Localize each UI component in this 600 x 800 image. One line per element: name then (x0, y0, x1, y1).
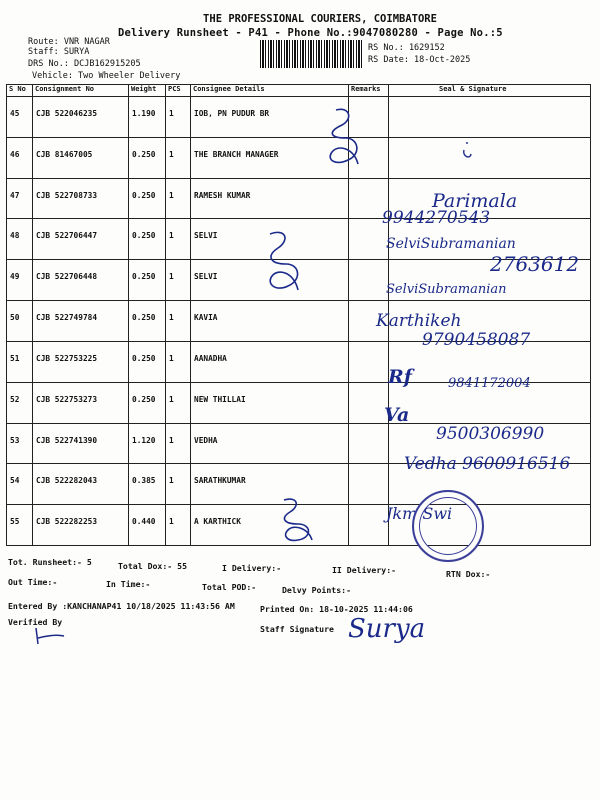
handwritten-name: SelviSubramanian (386, 236, 516, 252)
handwritten-name-phone: Vedha 9600916516 (404, 454, 571, 474)
cell-consignment: CJB 522046235 (33, 97, 129, 138)
company-title: THE PROFESSIONAL COURIERS, COIMBATORE (203, 13, 437, 25)
route-label: Route: VNR NAGAR (28, 37, 110, 47)
handwritten-name: Parimala (432, 190, 518, 212)
cell-consignee: THE BRANCH MANAGER (191, 137, 349, 178)
cell-sno: 49 (7, 260, 33, 301)
col-header-weight: Weight (129, 85, 166, 97)
handwritten-tick-mark (460, 140, 474, 162)
cell-weight: 0.440 (129, 505, 166, 546)
cell-consignment: CJB 522749784 (33, 301, 129, 342)
cell-sno: 55 (7, 505, 33, 546)
cell-consignment: CJB 522741390 (33, 423, 129, 464)
cell-pcs: 1 (166, 464, 191, 505)
cell-consignee: AANADHA (191, 341, 349, 382)
company-seal-stamp (412, 490, 484, 562)
cell-consignment: CJB 522282253 (33, 505, 129, 546)
vehicle-label: Vehicle: Two Wheeler Delivery (32, 71, 181, 81)
cell-sno: 50 (7, 301, 33, 342)
cell-sno: 46 (7, 137, 33, 178)
cell-signature (389, 97, 591, 138)
cell-weight: 1.120 (129, 423, 166, 464)
cell-pcs: 1 (166, 97, 191, 138)
handwritten-initials: Rf (388, 366, 412, 388)
verified-by-label: Verified By (8, 617, 63, 627)
cell-remarks (349, 423, 389, 464)
cell-consignment: CJB 522708733 (33, 178, 129, 219)
handwritten-phone: 2763612 (490, 252, 580, 276)
delivery-points: Delvy Points:- (282, 585, 352, 595)
cell-pcs: 1 (166, 423, 191, 464)
cell-pcs: 1 (166, 505, 191, 546)
cell-weight: 0.250 (129, 382, 166, 423)
drs-number: DRS No.: DCJB162915205 (28, 59, 141, 69)
cell-consignee: NEW THILLAI (191, 382, 349, 423)
cell-pcs: 1 (166, 301, 191, 342)
cell-sno: 54 (7, 464, 33, 505)
runsheet-subtitle: Delivery Runsheet - P41 - Phone No.:9047080280 - Page No.:5 (118, 27, 503, 39)
table-header-row (7, 85, 591, 97)
staff-label: Staff: SURYA (28, 47, 90, 57)
handwritten-signature-mark (318, 104, 368, 176)
col-header-remarks: Remarks (349, 85, 389, 97)
total-runsheet: Tot. Runsheet:- 5 (8, 557, 92, 567)
cell-remarks (349, 505, 389, 546)
handwritten-signature-mark (268, 494, 322, 544)
barcode-image (260, 40, 364, 68)
total-pod: Total POD:- (202, 582, 257, 592)
table-row (7, 137, 591, 178)
cell-remarks (349, 260, 389, 301)
cell-sno: 48 (7, 219, 33, 260)
handwritten-signature-mark (256, 226, 308, 296)
cell-remarks (349, 382, 389, 423)
staff-handwritten-signature: Surya (348, 614, 426, 644)
out-time: Out Time:- (8, 577, 58, 587)
cell-consignee: A KARTHICK (191, 505, 349, 546)
i-delivery: I Delivery:- (222, 563, 282, 573)
cell-weight: 0.250 (129, 301, 166, 342)
col-header-pcs: PCS (166, 85, 191, 97)
verifier-initial-mark (30, 624, 70, 648)
cell-remarks (349, 464, 389, 505)
handwritten-name: SelviSubramanian (386, 282, 507, 297)
cell-consignee: VEDHA (191, 423, 349, 464)
cell-consignment: CJB 522706448 (33, 260, 129, 301)
rs-date: RS Date: 18-Oct-2025 (368, 55, 471, 65)
cell-consignee: SELVI (191, 260, 349, 301)
handwritten-phone: 9500306990 (436, 424, 545, 444)
cell-sno: 45 (7, 97, 33, 138)
cell-weight: 0.250 (129, 137, 166, 178)
cell-consignment: CJB 522282043 (33, 464, 129, 505)
cell-consignment: CJB 522753273 (33, 382, 129, 423)
col-header-signature: Seal & Signature (389, 85, 591, 97)
cell-sno: 51 (7, 341, 33, 382)
cell-pcs: 1 (166, 137, 191, 178)
cell-pcs: 1 (166, 341, 191, 382)
handwritten-name: Karthikeh (376, 311, 462, 331)
cell-signature (389, 137, 591, 178)
col-header-sno: S No (7, 85, 33, 97)
cell-weight: 0.385 (129, 464, 166, 505)
cell-consignee: SARATHKUMAR (191, 464, 349, 505)
in-time: In Time:- (106, 579, 151, 589)
rtn-dox: RTN Dox:- (446, 569, 491, 579)
cell-pcs: 1 (166, 219, 191, 260)
printed-on: Printed On: 18-10-2025 11:44:06 (260, 604, 413, 614)
cell-consignee: SELVI (191, 219, 349, 260)
table-row (7, 97, 591, 138)
cell-sno: 52 (7, 382, 33, 423)
entered-by: Entered By :KANCHANAP41 10/18/2025 11:43:56 AM (8, 601, 235, 611)
handwritten-initials: Va (384, 404, 410, 426)
cell-consignment: CJB 81467005 (33, 137, 129, 178)
handwritten-phone: 9944270543 (382, 208, 491, 228)
cell-weight: 1.190 (129, 97, 166, 138)
cell-weight: 0.250 (129, 178, 166, 219)
handwritten-phone: 9790458087 (422, 330, 531, 350)
handwritten-signature: Jkm Swi (386, 504, 453, 523)
cell-consignment: CJB 522753225 (33, 341, 129, 382)
handwritten-phone: 9841172004 (448, 376, 531, 391)
cell-pcs: 1 (166, 382, 191, 423)
cell-consignee: KAVIA (191, 301, 349, 342)
cell-sno: 47 (7, 178, 33, 219)
staff-signature-label: Staff Signature (260, 624, 334, 634)
cell-weight: 0.250 (129, 341, 166, 382)
cell-consignee: RAMESH KUMAR (191, 178, 349, 219)
col-header-consignee: Consignee Details (191, 85, 349, 97)
col-header-consignment: Consignment No (33, 85, 129, 97)
cell-sno: 53 (7, 423, 33, 464)
cell-remarks (349, 341, 389, 382)
delivery-table (6, 84, 591, 546)
cell-pcs: 1 (166, 178, 191, 219)
cell-weight: 0.250 (129, 260, 166, 301)
rs-number: RS No.: 1629152 (368, 43, 445, 53)
total-dox: Total Dox:- 55 (118, 561, 188, 571)
cell-consignment: CJB 522706447 (33, 219, 129, 260)
cell-weight: 0.250 (129, 219, 166, 260)
ii-delivery: II Delivery:- (332, 565, 397, 575)
cell-consignee: IOB, PN PUDUR BR (191, 97, 349, 138)
cell-pcs: 1 (166, 260, 191, 301)
